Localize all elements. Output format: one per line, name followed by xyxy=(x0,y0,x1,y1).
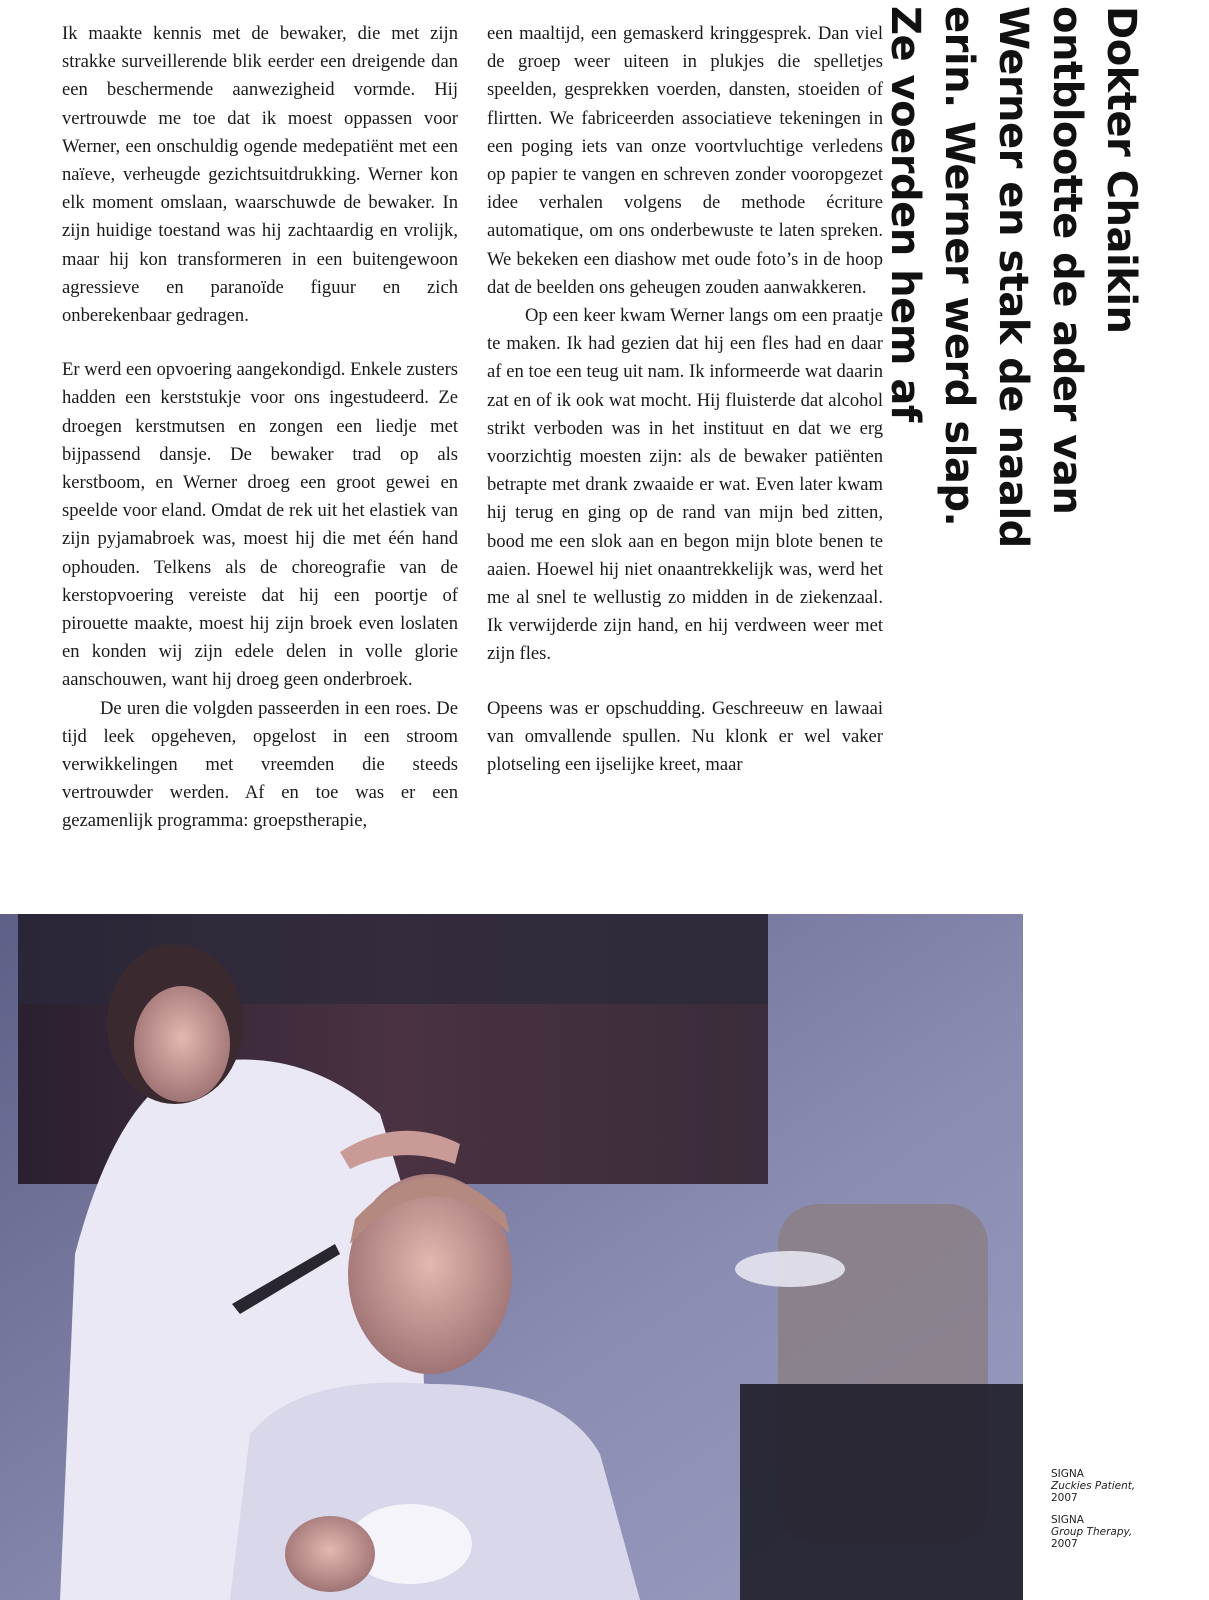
paragraph: Ik maakte kennis met de bewaker, die met zijn strakke surveillerende blik eerder een dreigende dan een beschermende aanwezigheid vormde. Hij vertrouwde me toe dat ik moest oppassen voor Werner, een onschuldig ogende medepatiënt met een naïeve, verheugde gezichtsuitdrukking. Werner kon elk moment omslaan, waarschuwde de bewaker. In zijn huidige toestand was hij zachtaardig en vrolijk, maar hij kon transformeren in een buitengewoon agressieve en paranoïde figuur en zich onberekenbaar gedragen. xyxy=(62,23,458,327)
pull-quote: Dokter Chaikin ontblootte de ader van Werner en stak de naald erin. Werner werd slap. Ze voerden hem af xyxy=(882,6,1144,548)
caption-artist: SIGNA xyxy=(1051,1514,1084,1526)
caption-title: Zuckies Patient, xyxy=(1051,1480,1136,1492)
paragraph: Opeens was er opschudding. Geschreeuw en lawaai van omvallende spullen. Nu klonk er wel vaker plotseling een ijselijke kreet, maar xyxy=(487,697,883,776)
right-text-column xyxy=(487,20,883,779)
caption-title: Group Therapy, xyxy=(1051,1526,1133,1538)
caption-year: 2007 xyxy=(1051,1538,1078,1550)
paragraph: Er werd een opvoering aangekondigd. Enkele zusters hadden een kerststukje voor ons ingestudeerd. Ze droegen kerstmutsen en zongen een liedje met bijpassend dansje. De bewaker trad op als kerstboom, en Werner droeg een groot gewei en speelde voor eland. Omdat de rek uit het elastiek van zijn pyjamabroek was, moest hij die met één hand ophouden. Telkens als de choreografie van de kerstopvoering vereiste dat hij een poortje of pirouette maakte, moest hij zijn broek even loslaten en konden wij zijn edele delen in volle glorie aanschouwen, want hij droeg geen onderbroek. xyxy=(62,359,459,691)
paragraph: een maaltijd, een gemaskerd kringgesprek. Dan viel de groep weer uiteen in plukjes die spelletjes speelden, gesprekken voerden, dansten, stoeiden of flirtten. We fabriceerden associatieve tekeningen in een poging iets van onze voortvluchtige verledens op papier te vangen en schreven zonder vooropgezet idee verhalen volgens de methode écriture automatique, om ons onderbewuste te laten spreken. We bekeken een diashow met oude foto’s in de hoop dat de beelden ons geheugen zouden aanwakkeren. xyxy=(487,23,883,298)
caption xyxy=(1051,1468,1201,1504)
photograph xyxy=(0,914,1023,1600)
paragraph: De uren die volgden passeerden in een roes. De tijd leek opgeheven, opgelost in een stroom verwikkelingen met vreemden die steeds vertrouwder werden. Af en toe was er een gezamenlijk programma: groepstherapie, xyxy=(62,697,458,832)
paragraph: Op een keer kwam Werner langs om een praatje te maken. Ik had gezien dat hij een fles had en daar af en toe een teug uit nam. Ik informeerde wat daarin zat en of ik ook wat mocht. Hij fluisterde dat alcohol strikt verboden was in het instituut en dat we erg voorzichtig moesten zijn: als de bewaker patiënten betrapte met drank zwaaide er wat. Even later kwam hij terug en ging op de rand van mijn bed zitten, bood me een slok aan en begon mijn blote benen te aaien. Hoewel hij niet onaantrekkelijk was, werd het me al snel te wellustig zo midden in de ziekenzaal. Ik verwijderde zijn hand, en hij verdween weer met zijn fles. xyxy=(487,305,883,665)
caption-artist: SIGNA xyxy=(1051,1468,1084,1480)
left-text-column xyxy=(62,20,458,836)
photo-captions xyxy=(1051,1468,1201,1560)
caption-year: 2007 xyxy=(1051,1492,1078,1504)
caption xyxy=(1051,1514,1201,1550)
